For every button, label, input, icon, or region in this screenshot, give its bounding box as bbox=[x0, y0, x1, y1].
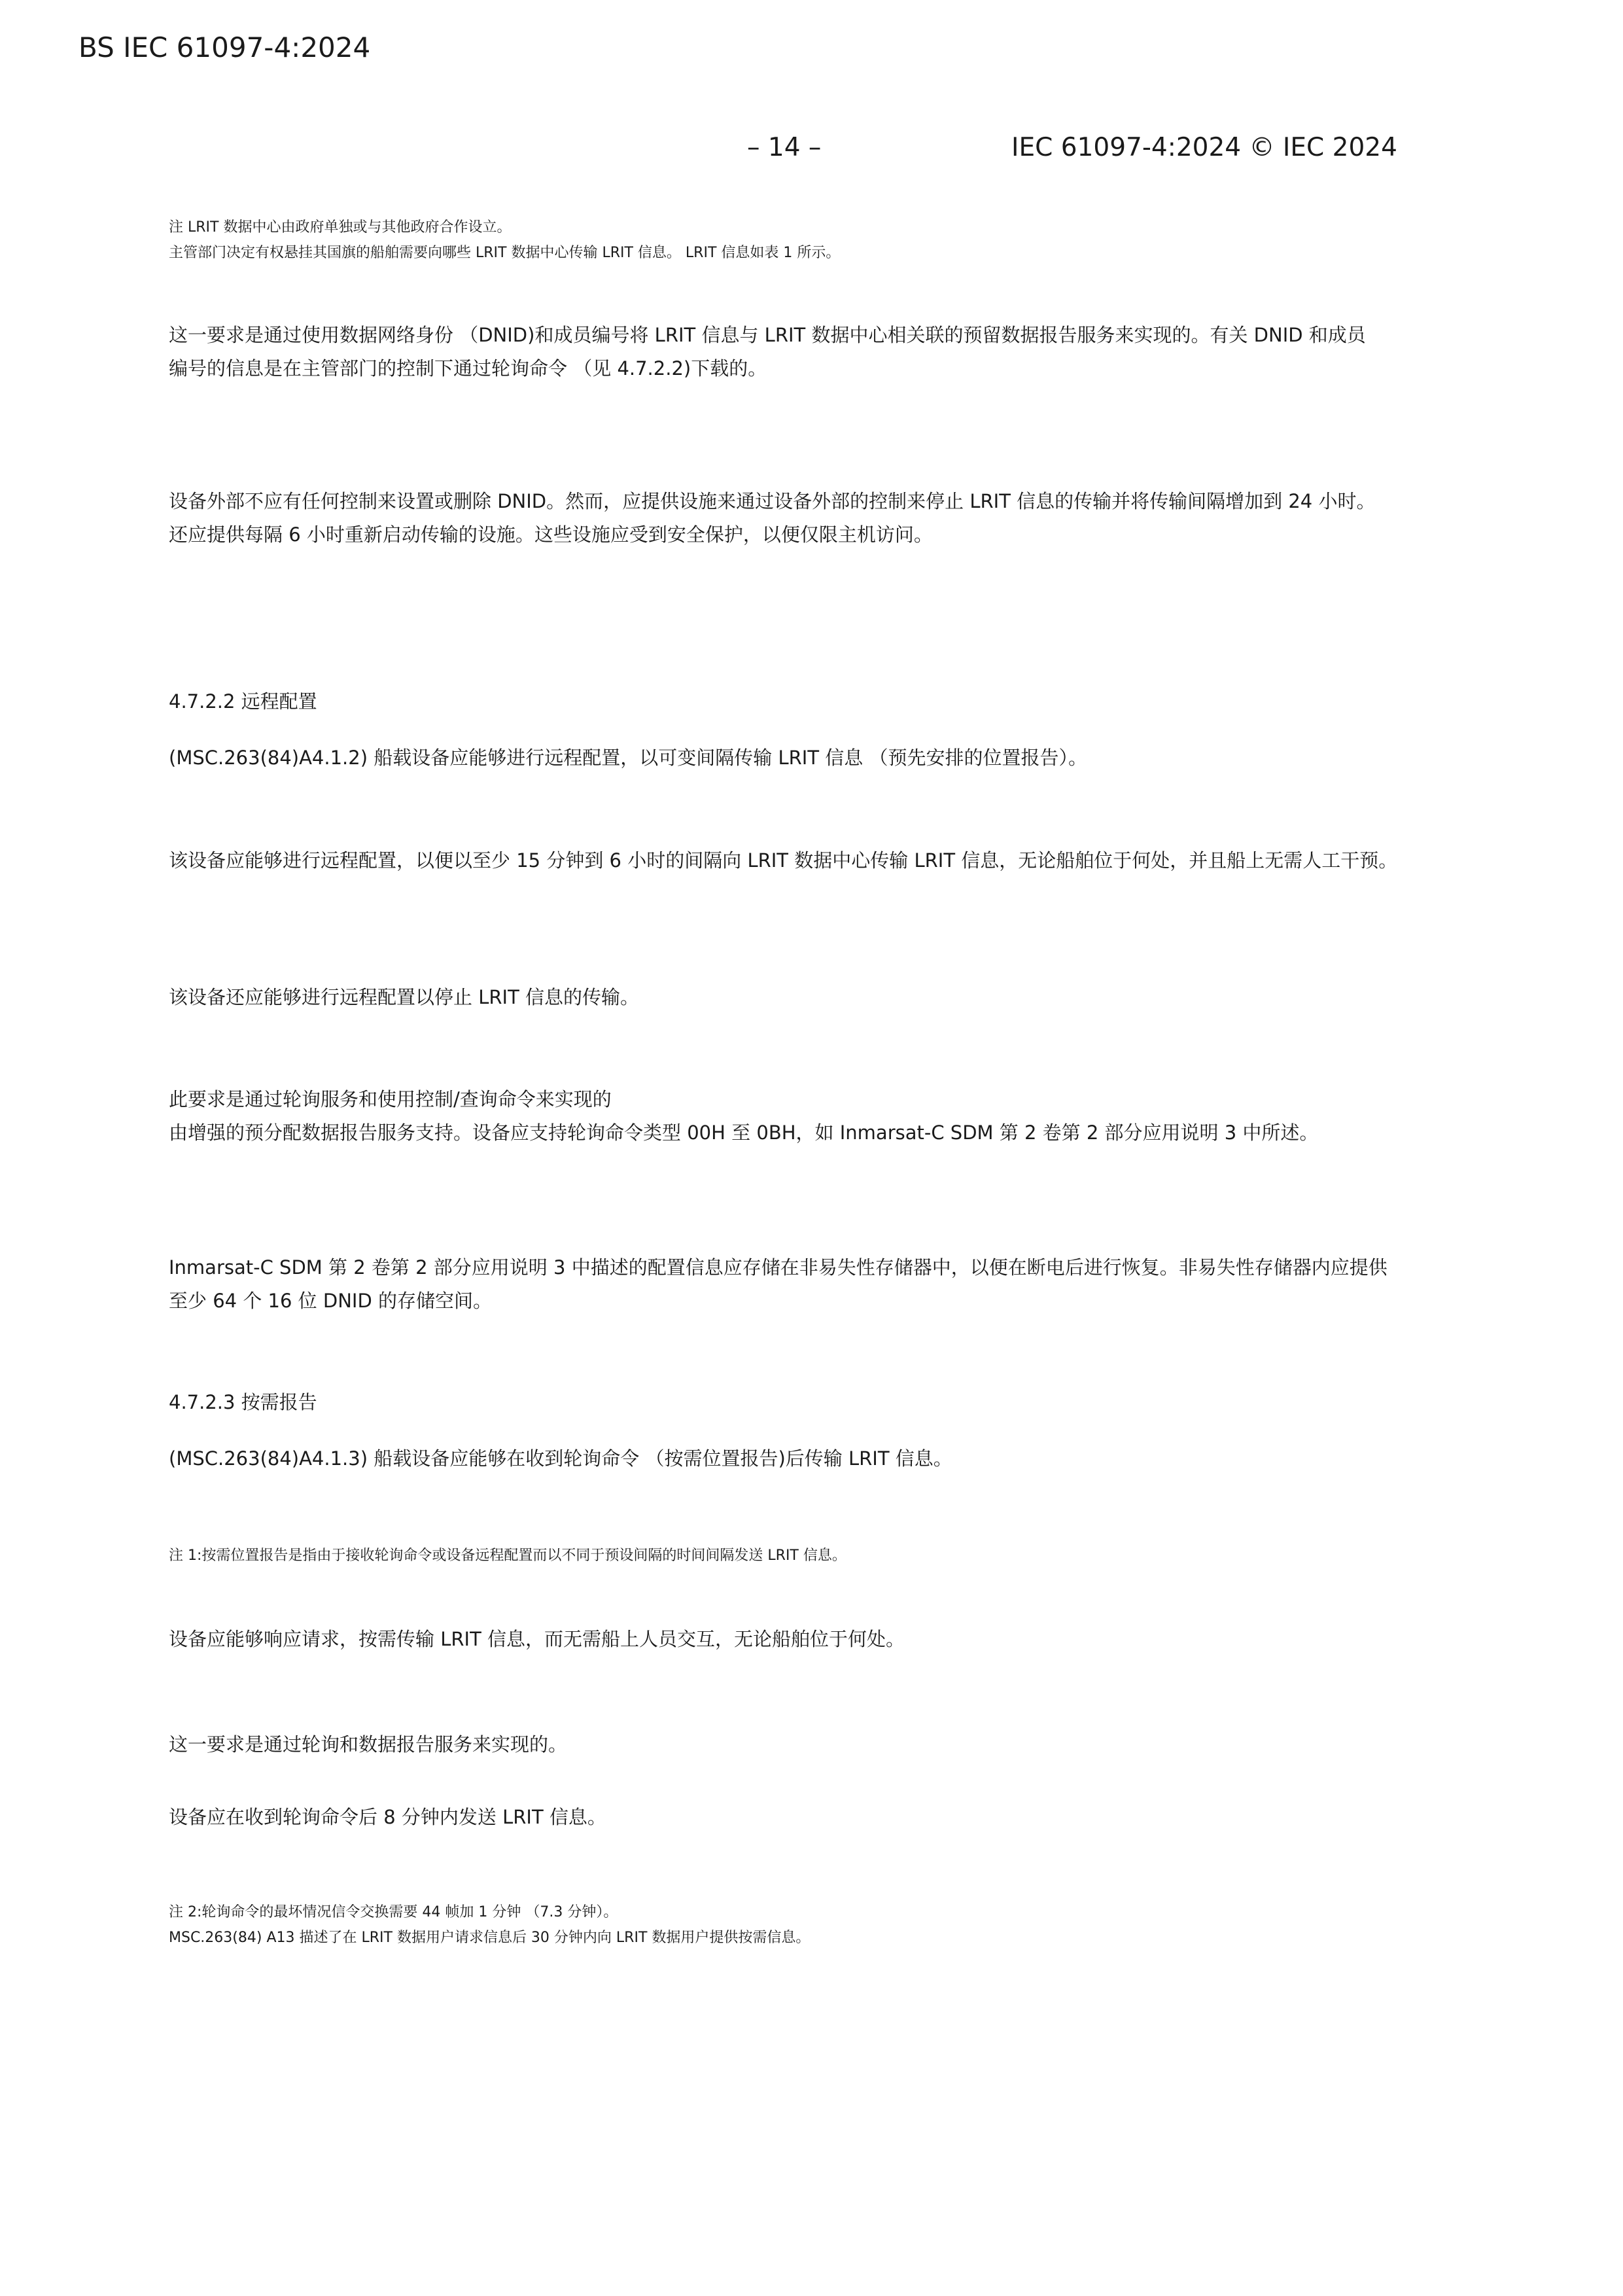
paragraph-on-demand-requirement: (MSC.263(84)A4.1.3) 船载设备应能够在收到轮询命令 （按需位置报告)后传输 LRIT 信息。 bbox=[169, 1447, 952, 1470]
paragraph-storage bbox=[169, 1251, 1387, 1318]
paragraph-line: 这一要求是通过使用数据网络身份 （DNID)和成员编号将 LRIT 信息与 LRIT 数据中心相关联的预留数据报告服务来实现的。有关 DNID 和成员 bbox=[169, 324, 1366, 346]
paragraph-line: 至少 64 个 16 位 DNID 的存储空间。 bbox=[169, 1290, 493, 1312]
note-line: MSC.263(84) A13 描述了在 LRIT 数据用户请求信息后 30 分钟内向 LRIT 数据用户提供按需信息。 bbox=[169, 1930, 811, 1946]
paragraph-polling bbox=[169, 1083, 1318, 1150]
paragraph-line: Inmarsat-C SDM 第 2 卷第 2 部分应用说明 3 中描述的配置信息应存储在非易失性存储器中，以便在断电后进行恢复。非易失性存储器内应提供 bbox=[169, 1256, 1387, 1279]
paragraph-8-minutes: 设备应在收到轮询命令后 8 分钟内发送 LRIT 信息。 bbox=[169, 1806, 606, 1828]
page-number: – 14 – bbox=[747, 133, 822, 162]
paragraph-dnid bbox=[169, 319, 1366, 385]
note-line: 主管部门决定有权悬挂其国旗的船舶需要向哪些 LRIT 数据中心传输 LRIT 信息。 LRIT 信息如表 1 所示。 bbox=[169, 245, 841, 261]
paragraph-remote-stop: 该设备还应能够进行远程配置以停止 LRIT 信息的传输。 bbox=[169, 986, 640, 1008]
paragraph-line: 此要求是通过轮询服务和使用控制/查询命令来实现的 bbox=[169, 1088, 612, 1110]
note-top bbox=[169, 215, 840, 266]
document-reference: IEC 61097-4:2024 © IEC 2024 bbox=[1011, 133, 1397, 162]
standard-id: BS IEC 61097-4:2024 bbox=[79, 31, 371, 63]
paragraph-line: 由增强的预分配数据报告服务支持。设备应支持轮询命令类型 00H 至 0BH，如 Inmarsat-C SDM 第 2 卷第 2 部分应用说明 3 中所述。 bbox=[169, 1122, 1319, 1144]
paragraph-respond: 设备应能够响应请求，按需传输 LRIT 信息，而无需船上人员交互，无论船舶位于何处。 bbox=[169, 1628, 905, 1650]
note-1: 注 1:按需位置报告是指由于接收轮询命令或设备远程配置而以不同于预设间隔的时间间隔发送 LRIT 信息。 bbox=[169, 1547, 846, 1564]
paragraph-line: 设备外部不应有任何控制来设置或删除 DNID。然而，应提供设施来通过设备外部的控制来停止 LRIT 信息的传输并将传输间隔增加到 24 小时。 bbox=[169, 490, 1376, 512]
note-2 bbox=[169, 1899, 810, 1951]
note-line: 注 2:轮询命令的最坏情况信令交换需要 44 帧加 1 分钟 （7.3 分钟）。 bbox=[169, 1904, 618, 1920]
paragraph-remote-interval: 该设备应能够进行远程配置，以便以至少 15 分钟到 6 小时的间隔向 LRIT 数据中心传输 LRIT 信息，无论船舶位于何处，并且船上无需人工干预。 bbox=[169, 849, 1398, 872]
section-heading-on-demand: 4.7.2.3 按需报告 bbox=[169, 1391, 317, 1413]
section-heading-remote-config: 4.7.2.2 远程配置 bbox=[169, 690, 317, 713]
paragraph-line: 编号的信息是在主管部门的控制下通过轮询命令 （见 4.7.2.2)下载的。 bbox=[169, 357, 767, 380]
paragraph-remote-requirement: (MSC.263(84)A4.1.2) 船载设备应能够进行远程配置，以可变间隔传输 LRIT 信息 （预先安排的位置报告）。 bbox=[169, 747, 1087, 769]
paragraph-line: 还应提供每隔 6 小时重新启动传输的设施。这些设施应受到安全保护，以便仅限主机访问。 bbox=[169, 523, 933, 546]
note-line: 注 LRIT 数据中心由政府单独或与其他政府合作设立。 bbox=[169, 219, 512, 236]
paragraph-service: 这一要求是通过轮询和数据报告服务来实现的。 bbox=[169, 1733, 568, 1756]
paragraph-control bbox=[169, 485, 1375, 552]
